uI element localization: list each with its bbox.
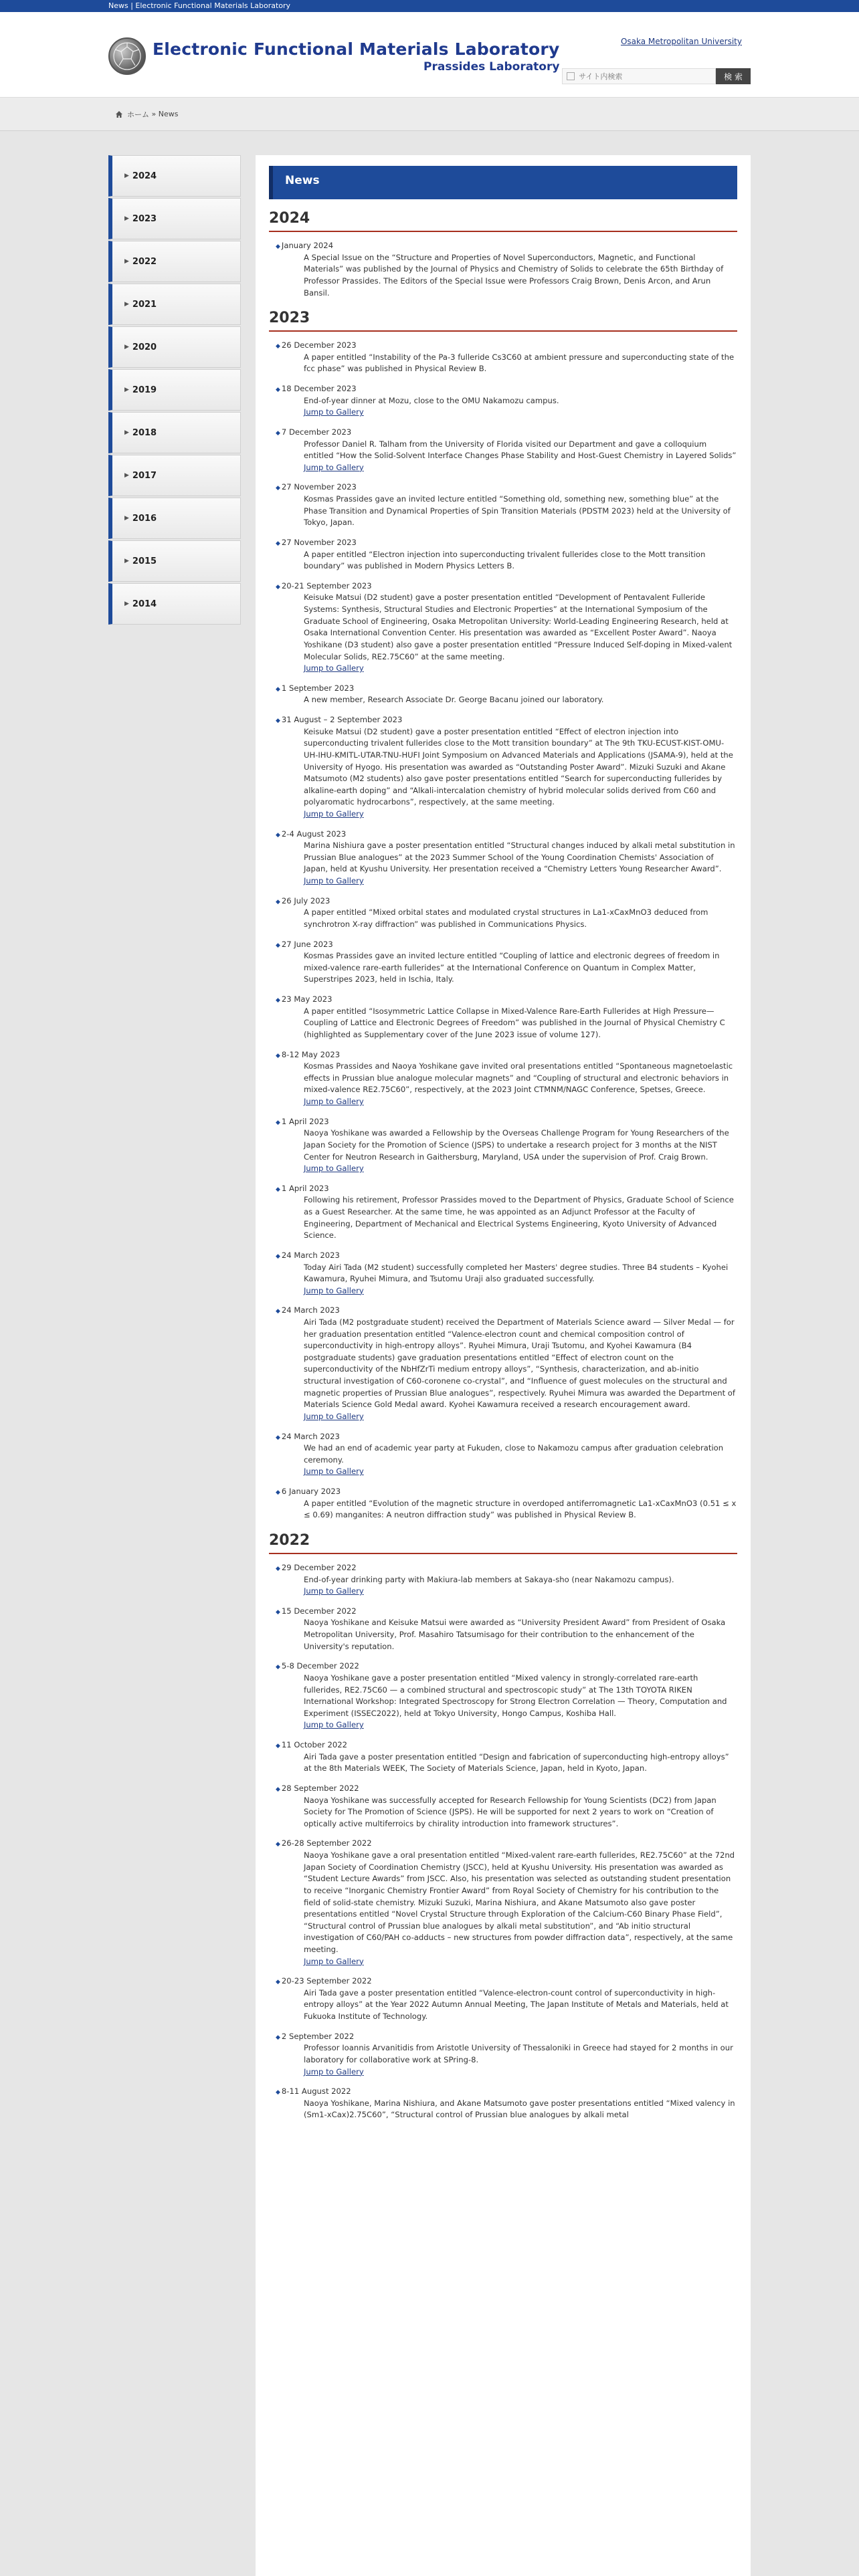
arrow-right-icon: ▶ bbox=[124, 301, 129, 308]
arrow-right-icon: ▶ bbox=[124, 344, 129, 350]
bullet-icon: ◆ bbox=[276, 1841, 280, 1848]
news-entry bbox=[276, 994, 737, 1041]
news-date-row bbox=[276, 427, 737, 439]
news-text: Following his retirement, Professor Prassides moved to the Department of Physics, Graduate School of Science as a Guest Researcher. At the same time, he was appointed as an Adjunct Professor at the Faculty of Engineering, Department of Mechanical and Electrical Systems Engineering, Kyoto University of Advanced Science. bbox=[304, 1195, 734, 1241]
news-date: 11 October 2022 bbox=[281, 1740, 347, 1750]
jump-to-gallery-link[interactable]: Jump to Gallery bbox=[304, 1097, 364, 1107]
bullet-icon: ◆ bbox=[276, 1119, 280, 1126]
sidebar-item-2021[interactable] bbox=[108, 284, 241, 325]
news-date: 15 December 2022 bbox=[281, 1606, 357, 1616]
bullet-icon: ◆ bbox=[276, 898, 280, 905]
news-entry bbox=[276, 683, 737, 706]
sidebar-item-label: 2023 bbox=[132, 213, 157, 224]
news-date-row bbox=[276, 2031, 737, 2043]
bullet-icon: ◆ bbox=[276, 942, 280, 949]
news-date: 2 September 2022 bbox=[281, 2031, 355, 2041]
breadcrumb bbox=[0, 98, 859, 131]
news-date: 20-23 September 2022 bbox=[281, 1976, 372, 1986]
news-date: 24 March 2023 bbox=[281, 1305, 340, 1315]
news-text: Naoya Yoshikane was awarded a Fellowship by the Overseas Challenge Program for Young Researchers of the Japan Society for the Promotion of Science (JSPS) to undertake a research project for 3 months at the NIST Center for Neutron Research in Gaithersburg, Maryland, USA under the supervision of Prof. Craig Brown. bbox=[304, 1128, 729, 1162]
sidebar-item-2022[interactable] bbox=[108, 241, 241, 282]
news-entry bbox=[276, 537, 737, 572]
news-date-row bbox=[276, 1250, 737, 1262]
news-date: 5-8 December 2022 bbox=[281, 1661, 359, 1671]
bullet-icon: ◆ bbox=[276, 1052, 280, 1059]
news-date: 7 December 2023 bbox=[281, 427, 352, 437]
news-text: Marina Nishiura gave a poster presentation entitled “Structural changes induced by alkali metal substitution in Prussian Blue analogues” at the 2023 Summer School of the Young Coordination Chemists' Association of Japan, held at Kyushu University. Her presentation received a “Chemistry Letters Young Researcher Award”. bbox=[304, 841, 735, 874]
news-date-row bbox=[276, 939, 737, 951]
news-entry bbox=[276, 1838, 737, 1967]
news-text: Keisuke Matsui (D2 student) gave a poster presentation entitled “Development of Pentavalent Fulleride Systems: Synthesis, Structural Studies and Electronic Properties” at the International Symposium of the Graduate School of Engineering, Osaka Metropolitan University: World-Leading Engineering Research, held at Osaka International Convention Center. His presentation was awarded as “Excellent Poster Award”. Naoya Yoshikane (D3 student) also gave a poster presentation entitled “Pressure Induced Self-doping in Mixed-valent Molecular Solids, RE2.75C60” at the same meeting. bbox=[304, 593, 733, 661]
news-entry bbox=[276, 1250, 737, 1297]
jump-to-gallery-link[interactable]: Jump to Gallery bbox=[304, 876, 364, 886]
jump-to-gallery-link[interactable]: Jump to Gallery bbox=[304, 2066, 364, 2076]
news-entry bbox=[276, 240, 737, 299]
sidebar-item-label: 2016 bbox=[132, 513, 157, 524]
sidebar-item-2024[interactable] bbox=[108, 155, 241, 197]
news-date-row bbox=[276, 829, 737, 841]
news-entry bbox=[276, 1562, 737, 1598]
search-input[interactable] bbox=[579, 72, 706, 81]
news-date: 18 December 2023 bbox=[281, 384, 357, 393]
news-date-row bbox=[276, 1783, 737, 1795]
bullet-icon: ◆ bbox=[276, 1253, 280, 1260]
news-date-row bbox=[276, 340, 737, 352]
jump-to-gallery-link[interactable]: Jump to Gallery bbox=[304, 1164, 364, 1174]
news-main bbox=[256, 155, 751, 2576]
sidebar-item-label: 2017 bbox=[132, 470, 157, 481]
news-date-row bbox=[276, 1606, 737, 1618]
news-date: 26 December 2023 bbox=[281, 340, 357, 350]
news-text: End-of-year dinner at Mozu, close to the OMU Nakamozu campus. bbox=[304, 395, 559, 405]
news-entry bbox=[276, 2031, 737, 2078]
arrow-right-icon: ▶ bbox=[124, 558, 129, 564]
news-text: Keisuke Matsui (D2 student) gave a poster presentation entitled “Effect of electron injection into superconducting trivalent fullerides close to the Mott transition boundary” at The 9th TKU-ECUST-KIST-OMU-UH-IHU-KMITL-UTAR-TNU-HUFI Joint Symposium on Advanced Materials and Applications (JSAMA-9), held at the University of Hyogo. His presentation was awarded as “Outstanding Poster Award”. Mizuki Suzuki and Akane Matsumoto (M2 students) also gave poster presentations entitled “Search for superconducting fullerides by alkaline-earth doping” and “Alkali-intercalation chemistry of hybrid molecular solids derived from C60 and polyaromatic hydrocarbons”, respectively, at the same meeting. bbox=[304, 726, 733, 807]
news-text: A paper entitled “Mixed orbital states and modulated crystal structures in La1-xCaxMnO3 deduced from synchrotron X-ray diffraction” was published in Communications Physics. bbox=[304, 907, 708, 929]
news-text: Naoya Yoshikane, Marina Nishiura, and Akane Matsumoto gave poster presentations entitled “Mixed valency in (Sm1-xCax)2.75C60”, “Structural control of Prussian blue analogues by alkali metal bbox=[304, 2098, 735, 2120]
news-date: 29 December 2022 bbox=[281, 1562, 357, 1572]
news-entry bbox=[276, 714, 737, 821]
arrow-right-icon: ▶ bbox=[124, 173, 129, 179]
jump-to-gallery-link[interactable]: Jump to Gallery bbox=[304, 1467, 364, 1477]
news-entry bbox=[276, 340, 737, 375]
jump-to-gallery-link[interactable]: Jump to Gallery bbox=[304, 407, 364, 417]
bullet-icon: ◆ bbox=[276, 718, 280, 724]
year-heading: 2022 bbox=[269, 1532, 737, 1554]
news-date: 24 March 2023 bbox=[281, 1431, 340, 1441]
sidebar-item-label: 2021 bbox=[132, 299, 157, 310]
news-date: 24 March 2023 bbox=[281, 1250, 340, 1260]
news-entry bbox=[276, 1431, 737, 1479]
sidebar-item-2016[interactable] bbox=[108, 498, 241, 539]
bullet-icon: ◆ bbox=[276, 1664, 280, 1671]
search-field[interactable] bbox=[562, 68, 716, 84]
news-text: Naoya Yoshikane and Keisuke Matsui were awarded as “University President Award” from President of Osaka Metropolitan University, Prof. Masahiro Tatsumisago for their contribution to the enhancement of the University's reputation. bbox=[304, 1618, 726, 1651]
news-date: 26 July 2023 bbox=[281, 895, 330, 905]
news-entry bbox=[276, 1606, 737, 1653]
news-date: 27 November 2023 bbox=[281, 537, 357, 547]
top-strip-text: News | Electronic Functional Materials Laboratory bbox=[108, 1, 291, 10]
news-date: 20-21 September 2023 bbox=[281, 580, 372, 591]
news-text: Naoya Yoshikane gave a oral presentation entitled “Mixed-valent rare-earth fullerides, RE2.75C60” at the 72nd Japan Society of Coordination Chemistry (JSCC), held at Kyushu University. His presentation was awarded as “Student Lecture Awards” from JSCC. Also, his presentation was selected as outstanding student presentation to receive “Inorganic Chemistry Frontier Award” from Royal Society of Chemistry for his contribution to the field of solid-state chemistry. Mizuki Suzuki, Marina Nishiura, and Akane Matsumoto also gave poster presentations entitled “Novel Crystal Structure through Exploration of the Calcium-C60 Binary Phase Field”, “Structural control of Prussian blue analogues by alkali metal substitution”, and “Ab initio structural investigation of C60/PAH co-adducts – new structures from powder diffraction data”, respectively, at the same meeting. bbox=[304, 1850, 735, 1954]
bullet-icon: ◆ bbox=[276, 387, 280, 393]
news-date-row bbox=[276, 1838, 737, 1850]
news-date-row bbox=[276, 994, 737, 1006]
news-text: Naoya Yoshikane gave a poster presentation entitled “Mixed valency in strongly-correlated rare-earth fullerides, RE2.75C60 — a combined structural and spectroscopic study” at The 13th TOYOTA RIKEN International Workshop: Integrated Spectroscopy for Strong Electron Correlation — Theory, Computation and Experiment (ISSEC2022), held at Tokyo University, Hongo Campus, Koshiba Hall. bbox=[304, 1673, 727, 1718]
news-entry bbox=[276, 2086, 737, 2121]
bullet-icon: ◆ bbox=[276, 1979, 280, 1986]
bullet-icon: ◆ bbox=[276, 1786, 280, 1793]
news-text: Airi Tada gave a poster presentation entitled “Design and fabrication of superconducting high-entropy alloys” at the 8th Materials WEEK, The Society of Materials Science, Japan, held in Kyoto, Japan. bbox=[304, 1751, 729, 1774]
news-date-row bbox=[276, 2086, 737, 2098]
news-text: Kosmas Prassides and Naoya Yoshikane gave invited oral presentations entitled “Spontaneous magnetoelastic effects in Prussian blue analogue molecular magnets” and “Coupling of structural and electronic behaviors in mixed-valence RE2.75C60”, respectively, at the 2023 Joint CTMNM/NAGC Conference, Spetses, Greece. bbox=[304, 1061, 733, 1095]
search-icon bbox=[567, 72, 575, 80]
page-title: News bbox=[269, 166, 737, 199]
news-text: Airi Tada gave a poster presentation entitled “Valence-electron-count control of superconductivity in high-entropy alloys” at the Year 2022 Autumn Annual Meeting, The Japan Institute of Metals and Materials, held at Fukuoka Institute of Technology. bbox=[304, 1988, 729, 2022]
news-date-row bbox=[276, 1975, 737, 1988]
news-entry bbox=[276, 580, 737, 675]
bullet-icon: ◆ bbox=[276, 1434, 280, 1441]
bullet-icon: ◆ bbox=[276, 583, 280, 591]
news-entry bbox=[276, 1486, 737, 1521]
news-text: A paper entitled “Electron injection into superconducting trivalent fullerides close to the Mott transition boundary” was published in Modern Physics Letters B. bbox=[304, 549, 706, 571]
news-date: 2-4 August 2023 bbox=[281, 829, 347, 839]
jump-to-gallery-link[interactable]: Jump to Gallery bbox=[304, 1720, 364, 1730]
news-date-row bbox=[276, 1431, 737, 1443]
arrow-right-icon: ▶ bbox=[124, 215, 129, 222]
sidebar-item-2019[interactable] bbox=[108, 369, 241, 411]
bullet-icon: ◆ bbox=[276, 685, 280, 693]
site-search bbox=[562, 68, 751, 84]
bullet-icon: ◆ bbox=[276, 1743, 280, 1750]
news-date-row bbox=[276, 1562, 737, 1574]
sidebar-item-2018[interactable] bbox=[108, 412, 241, 453]
bullet-icon: ◆ bbox=[276, 485, 280, 492]
news-text: A Special Issue on the “Structure and Properties of Novel Superconductors, Magnetic, and Functional Materials” was published by the Journal of Physics and Chemistry of Solids to celebrate the 65th Birthday of Professor Prassides. The Editors of the Special Issue were Professors Craig Brown, Denis Arcon, and Arun Bansil. bbox=[304, 252, 724, 298]
sidebar-item-label: 2015 bbox=[132, 556, 157, 566]
news-date-row bbox=[276, 1486, 737, 1498]
news-entry bbox=[276, 1116, 737, 1175]
news-date: 31 August – 2 September 2023 bbox=[281, 715, 403, 724]
jump-to-gallery-link[interactable]: Jump to Gallery bbox=[304, 1411, 364, 1421]
news-text: We had an end of academic year party at Fukuden, close to Nakamozu campus after graduation celebration ceremony. bbox=[304, 1443, 724, 1465]
search-button[interactable]: 検 索 bbox=[716, 68, 751, 84]
news-entry bbox=[276, 427, 737, 474]
sidebar-item-label: 2018 bbox=[132, 427, 157, 438]
news-date-row bbox=[276, 1049, 737, 1061]
site-header bbox=[0, 12, 859, 98]
sidebar-item-2023[interactable] bbox=[108, 198, 241, 239]
year-sidebar bbox=[108, 155, 241, 626]
news-date: January 2024 bbox=[281, 241, 334, 250]
sidebar-item-label: 2022 bbox=[132, 256, 157, 267]
year-heading: 2024 bbox=[269, 210, 737, 232]
bullet-icon: ◆ bbox=[276, 343, 280, 350]
news-date: 1 April 2023 bbox=[281, 1116, 329, 1126]
news-text: A paper entitled “Instability of the Pa-3 fulleride Cs3C60 at ambient pressure and superconducting state of the fcc phase” was published in Physical Review B. bbox=[304, 352, 735, 374]
news-entry bbox=[276, 1975, 737, 2023]
arrow-right-icon: ▶ bbox=[124, 601, 129, 607]
arrow-right-icon: ▶ bbox=[124, 515, 129, 522]
sidebar-item-label: 2024 bbox=[132, 171, 157, 181]
arrow-right-icon: ▶ bbox=[124, 472, 129, 479]
breadcrumb-home[interactable]: ホーム bbox=[127, 110, 149, 119]
top-strip bbox=[0, 0, 859, 12]
news-date-row bbox=[276, 1183, 737, 1195]
news-text: Airi Tada (M2 postgraduate student) received the Department of Materials Science award — Silver Medal — for her graduation presentation entitled “Valence-electron count and chemical composition control of superconductivity in high-entropy alloys”. Ryuhei Mimura, Uraji Tsutomu, and Kyohei Kawamura (B4 postgraduate students) gave graduation presentations entitled “Effect of electron count on the superconductivity of the NbHfZrTi medium entropy alloys”, “Synthesis, characterization, and ab-initio structural investigation of C60-coronene co-crystal”, and “Influence of guest molecules on the structural and magnetic properties of Prussian Blue analogues”, respectively. Ryuhei Mimura was awarded the Department of Materials Science Gold Medal award. Kyohei Kawamura received a research encouragement award. bbox=[304, 1317, 735, 1410]
news-list bbox=[269, 210, 737, 2121]
bullet-icon: ◆ bbox=[276, 1565, 280, 1572]
news-entry bbox=[276, 1183, 737, 1242]
bullet-icon: ◆ bbox=[276, 2034, 280, 2041]
site-logo[interactable] bbox=[108, 37, 559, 75]
sidebar-item-2020[interactable] bbox=[108, 326, 241, 368]
arrow-right-icon: ▶ bbox=[124, 429, 129, 436]
bullet-icon: ◆ bbox=[276, 1186, 280, 1193]
news-text: Naoya Yoshikane was successfully accepted for Research Fellowship for Young Scientists (DC2) from Japan Society for The Promotion of Science (JSPS). He will be supported for next 2 years to work on “Creation of optically active multiferroics by chirality introduction into framework structures”. bbox=[304, 1795, 717, 1828]
news-text: Today Airi Tada (M2 student) successfully completed her Masters' degree studies. Three B4 students – Kyohei Kawamura, Ryuhei Mimura, and Tsutomu Uraji also graduated successfully. bbox=[304, 1262, 729, 1284]
year-heading: 2023 bbox=[269, 310, 737, 332]
news-date-row bbox=[276, 240, 737, 252]
news-entry bbox=[276, 481, 737, 529]
breadcrumb-separator: » bbox=[151, 110, 157, 118]
news-date: 23 May 2023 bbox=[281, 994, 332, 1004]
university-link[interactable]: Osaka Metropolitan University bbox=[620, 37, 742, 46]
jump-to-gallery-link[interactable]: Jump to Gallery bbox=[304, 1956, 364, 1966]
news-date-row bbox=[276, 481, 737, 494]
bullet-icon: ◆ bbox=[276, 2089, 280, 2097]
jump-to-gallery-link[interactable]: Jump to Gallery bbox=[304, 809, 364, 819]
news-date-row bbox=[276, 683, 737, 695]
bullet-icon: ◆ bbox=[276, 429, 280, 437]
bullet-icon: ◆ bbox=[276, 1608, 280, 1616]
news-date: 27 November 2023 bbox=[281, 482, 357, 492]
jump-to-gallery-link[interactable]: Jump to Gallery bbox=[304, 1586, 364, 1596]
news-date-row bbox=[276, 895, 737, 907]
arrow-right-icon: ▶ bbox=[124, 387, 129, 393]
news-date-row bbox=[276, 580, 737, 593]
news-date-row bbox=[276, 714, 737, 726]
news-date: 1 April 2023 bbox=[281, 1183, 329, 1193]
jump-to-gallery-link[interactable]: Jump to Gallery bbox=[304, 1285, 364, 1295]
news-entry bbox=[276, 1739, 737, 1775]
news-entry bbox=[276, 1660, 737, 1731]
news-date: 27 June 2023 bbox=[281, 939, 333, 949]
news-text: A paper entitled “Evolution of the magnetic structure in overdoped antiferromagnetic La1-xCaxMnO3 (0.51 ≤ x ≤ 0.69) manganites: A neutron diffraction study” was published in Physical Review B. bbox=[304, 1498, 737, 1520]
news-date-row bbox=[276, 1739, 737, 1751]
news-date-row bbox=[276, 1660, 737, 1673]
news-entry bbox=[276, 829, 737, 887]
news-date: 8-11 August 2022 bbox=[281, 2086, 351, 2097]
fullerene-icon bbox=[108, 37, 146, 75]
bullet-icon: ◆ bbox=[276, 831, 280, 839]
news-date: 28 September 2022 bbox=[281, 1783, 359, 1793]
news-text: A paper entitled “Isosymmetric Lattice Collapse in Mixed-Valence Rare-Earth Fullerides at High Pressure—Coupling of Lattice and Electronic Degrees of Freedom” was published in the Journal of Physical Chemistry C (highlighted as Supplementary cover of the June 2023 issue of volume 127). bbox=[304, 1006, 725, 1039]
sidebar-item-2015[interactable] bbox=[108, 540, 241, 582]
news-entry bbox=[276, 1305, 737, 1422]
news-entry bbox=[276, 895, 737, 931]
news-text: Professor Daniel R. Talham from the University of Florida visited our Department and gave a colloquium entitled “How the Solid-Solvent Interface Changes Phase Stability and Host-Guest Chemistry in Layered Solids” bbox=[304, 439, 737, 461]
site-title: Electronic Functional Materials Laboratory bbox=[153, 39, 560, 59]
bullet-icon: ◆ bbox=[276, 1489, 280, 1497]
arrow-right-icon: ▶ bbox=[124, 258, 129, 265]
breadcrumb-current: News bbox=[158, 110, 179, 118]
bullet-icon: ◆ bbox=[276, 1308, 280, 1315]
bullet-icon: ◆ bbox=[276, 540, 280, 547]
news-date-row bbox=[276, 537, 737, 549]
news-text: Kosmas Prassides gave an invited lecture entitled “Something old, something new, something blue” at the Phase Transition and Dynamical Properties of Spin Transition Materials (PDSTM 2023) held at the University of Tokyo, Japan. bbox=[304, 494, 731, 528]
news-entry bbox=[276, 1783, 737, 1830]
site-subtitle: Prassides Laboratory bbox=[423, 60, 560, 74]
sidebar-item-label: 2020 bbox=[132, 342, 157, 352]
news-text: End-of-year drinking party with Makiura-lab members at Sakaya-sho (near Nakamozu campus). bbox=[304, 1574, 674, 1584]
sidebar-item-label: 2019 bbox=[132, 385, 157, 395]
news-date-row bbox=[276, 1116, 737, 1128]
home-icon bbox=[115, 110, 123, 118]
news-text: Kosmas Prassides gave an invited lecture entitled “Coupling of lattice and electronic degrees of freedom in mixed-valence rare-earth fullerides” at the International Conference on Quantum in Complex Matter, Superstripes 2023, held in Ischia, Italy. bbox=[304, 951, 720, 984]
news-entry bbox=[276, 1049, 737, 1108]
sidebar-item-2017[interactable] bbox=[108, 455, 241, 496]
news-date: 1 September 2023 bbox=[281, 683, 355, 693]
news-date-row bbox=[276, 383, 737, 395]
news-date: 6 January 2023 bbox=[281, 1487, 341, 1497]
bullet-icon: ◆ bbox=[276, 243, 280, 250]
news-text: A new member, Research Associate Dr. George Bacanu joined our laboratory. bbox=[304, 695, 604, 705]
news-text: Professor Ioannis Arvanitidis from Aristotle University of Thessaloniki in Greece had stayed for 2 months in our laboratory for collaborative work at SPring-8. bbox=[304, 2043, 733, 2064]
news-date: 26-28 September 2022 bbox=[281, 1838, 372, 1848]
news-date: 8-12 May 2023 bbox=[281, 1049, 341, 1059]
bullet-icon: ◆ bbox=[276, 997, 280, 1004]
jump-to-gallery-link[interactable]: Jump to Gallery bbox=[304, 663, 364, 673]
sidebar-item-2014[interactable] bbox=[108, 583, 241, 625]
news-date-row bbox=[276, 1305, 737, 1317]
news-entry bbox=[276, 939, 737, 986]
news-entry bbox=[276, 383, 737, 419]
sidebar-item-label: 2014 bbox=[132, 599, 157, 609]
jump-to-gallery-link[interactable]: Jump to Gallery bbox=[304, 462, 364, 472]
